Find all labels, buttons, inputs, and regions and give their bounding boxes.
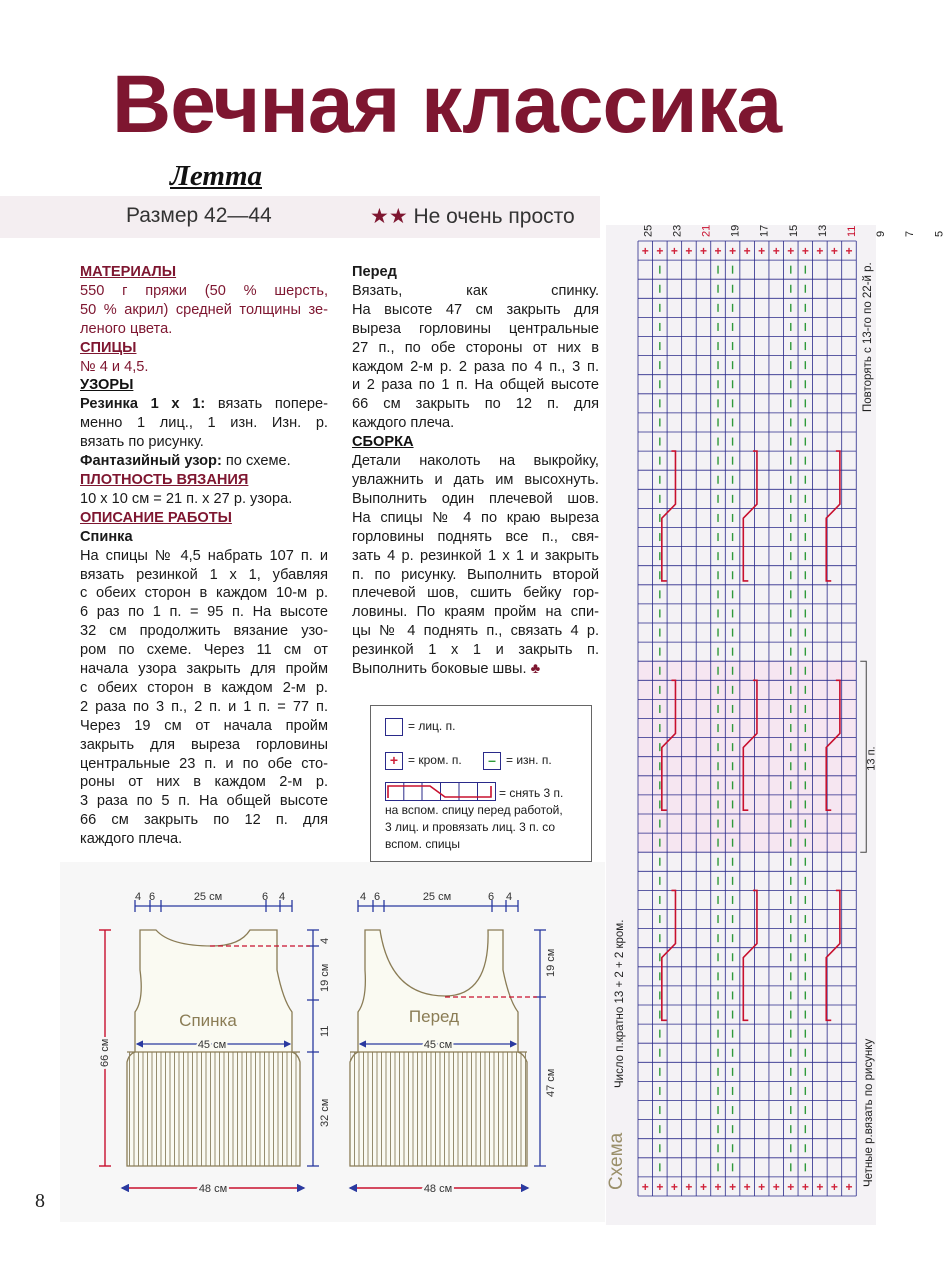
edge-stitch-mark: +	[816, 1179, 824, 1194]
front-text	[352, 282, 599, 433]
back-text	[80, 547, 328, 850]
edge-stitch-mark: +	[714, 1179, 722, 1194]
text-line: резинкой 1 х 1 и закрыть п.	[352, 642, 599, 659]
front-label: Перед	[408, 1007, 460, 1026]
measure-text: 25 см	[422, 891, 452, 903]
edge-stitch-mark: +	[845, 1179, 853, 1194]
edge-stitch-mark: +	[685, 1179, 693, 1194]
legend-purl-text: = изн. п.	[506, 753, 552, 768]
text-line: Через 19 см от начала пройм	[80, 717, 328, 734]
text-line: с обеих сторон в каждом 2-м р.	[80, 679, 328, 696]
back-heading: Спинка	[80, 528, 133, 545]
needles-heading: СПИЦЫ	[80, 339, 137, 356]
text-line: Вязать, как спинку.	[352, 282, 599, 299]
edge-stitch-mark: +	[845, 244, 853, 259]
rib-line	[80, 395, 328, 414]
text-line: На спицы № 4,5 набрать 107 п. и	[80, 547, 328, 564]
text-line: и 2 раза по 1 п. На общей высоте	[352, 377, 599, 394]
assembly-text	[352, 452, 599, 679]
materials-line: 550 г пряжи (50 % шерсть,	[80, 282, 328, 299]
edge-stitch-mark: +	[787, 244, 795, 259]
text-line: каждом 2-м р. 2 раза по 4 п., 3 п.	[352, 358, 599, 375]
garment-schematics	[60, 862, 605, 1222]
measure-text: 6	[262, 891, 269, 903]
text-line: зать 4 р. резинкой 1 х 1 и закрыть	[352, 547, 599, 564]
text-line: каждого плеча.	[352, 415, 455, 432]
text-line: Детали наколоть на выкройку,	[352, 453, 599, 470]
description-heading: ОПИСАНИЕ РАБОТЫ	[80, 509, 232, 526]
gauge-text: 10 х 10 см = 21 п. х 27 р. узора.	[80, 490, 293, 507]
back-right-text: 11	[319, 1025, 331, 1037]
edge-stitch-mark: +	[743, 1179, 751, 1194]
edge-stitch-mark: +	[670, 1179, 678, 1194]
text-line: увлажнить и дать им высохнуть.	[352, 471, 599, 488]
difficulty-stars-icon: ★★	[370, 205, 408, 228]
edge-stitch-mark: +	[830, 1179, 838, 1194]
measure-text: 6	[374, 891, 381, 903]
text-line: плечевой шов, сшить бейку гор-	[352, 585, 599, 602]
text-line: 32 см продолжить вязание узо-	[80, 623, 328, 640]
materials-line: леного цвета.	[80, 320, 173, 337]
materials-heading: МАТЕРИАЛЫ	[80, 264, 177, 280]
purl-dash-icon: –	[483, 752, 501, 770]
edge-stitch-mark: +	[758, 244, 766, 259]
text-line: 27 п., по обе стороны от них в	[352, 339, 599, 356]
front-chest-measure: 45 см	[423, 1039, 453, 1051]
instructions-column-2	[352, 263, 599, 679]
text-line: Выполнить боковые швы. ♣	[352, 661, 541, 678]
measure-text: 4	[360, 891, 367, 903]
edge-plus-icon: +	[385, 752, 403, 770]
edge-stitch-mark: +	[801, 1179, 809, 1194]
column-number: 19	[729, 224, 742, 237]
column-number: 21	[700, 224, 713, 237]
edge-stitch-mark: +	[772, 1179, 780, 1194]
text-line: п. по рисунку. Выполнить второй	[352, 566, 599, 583]
text-line: закрыть для выреза горловины	[80, 736, 328, 753]
even-rows-note: Четные р.вязать по рисунку	[863, 1038, 875, 1187]
text-line: центральные 23 п. и по обе сто-	[80, 755, 328, 772]
edge-stitch-mark: +	[816, 244, 824, 259]
edge-stitch-mark: +	[772, 244, 780, 259]
text-line: с обеих сторон в каждом 10-м р.	[80, 585, 328, 602]
measure-text: 25 см	[193, 891, 223, 903]
edge-stitch-mark: +	[801, 244, 809, 259]
column-number: 23	[671, 224, 684, 237]
edge-stitch-mark: +	[830, 244, 838, 259]
page-title: Вечная классика	[112, 59, 782, 150]
front-bottom-measure: 48 см	[423, 1183, 453, 1195]
column-number: 17	[758, 224, 771, 237]
text-line: На спицы № 4 по краю выреза	[352, 509, 599, 526]
text-line: вязать резинкой 1 х 1, убавляя	[80, 566, 328, 583]
measure-text: 6	[488, 891, 495, 903]
text-line: 3 раза по 5 п. На общей высоте	[80, 793, 328, 810]
stitch-count-note: Число п.кратно 13 + 2 + 2 кром.	[614, 919, 626, 1088]
edge-stitch-mark: +	[729, 1179, 737, 1194]
knit-square-icon	[385, 718, 403, 736]
fancy-label: Фантазийный узор:	[80, 453, 222, 470]
text-line: 66 см закрыть по 12 п. для	[352, 396, 599, 413]
column-number: 7	[904, 230, 917, 237]
legend-edge	[385, 752, 462, 770]
rib-line: менно 1 лиц., 1 изн. Изн. р.	[80, 415, 328, 432]
column-number: 25	[642, 224, 655, 237]
instructions-column-1	[80, 263, 328, 849]
text-line: горловины поднять все п., свя-	[352, 528, 599, 545]
back-right-measure	[307, 930, 319, 1166]
edge-stitch-mark: +	[656, 1179, 664, 1194]
author-name: Летта	[170, 160, 262, 192]
measure-text: 4	[135, 891, 142, 903]
back-label: Спинка	[179, 1011, 237, 1030]
repeat-width-label: 13 п.	[865, 746, 878, 771]
gauge-heading: ПЛОТНОСТЬ ВЯЗАНИЯ	[80, 471, 249, 488]
column-number: 13	[816, 224, 829, 237]
column-number: 9	[875, 230, 888, 237]
text-line: ром по схеме. Через 11 см от	[80, 642, 328, 659]
legend-edge-text: = кром. п.	[408, 753, 462, 768]
column-number: 11	[845, 225, 858, 237]
legend-box	[370, 705, 592, 862]
text-line: выреза горловины центральные	[352, 320, 599, 337]
measure-text: 4	[506, 891, 513, 903]
fancy-line	[80, 452, 328, 471]
edge-stitch-mark: +	[758, 1179, 766, 1194]
text-line: Выполнить один плечевой шов.	[352, 490, 599, 507]
edge-stitch-mark: +	[699, 244, 707, 259]
repeat-rows-note: Повторять с 13-го по 22-й р.	[862, 262, 874, 412]
back-right-text: 19 см	[319, 963, 331, 992]
materials-line: 50 % акрил) средней толщины зе-	[80, 301, 328, 318]
knitting-chart	[606, 215, 945, 1227]
end-mark-icon: ♣	[526, 661, 541, 678]
legend-knit	[385, 718, 455, 736]
text-line: ловины. По краям пройм на спи-	[352, 604, 599, 621]
text-line: начала узора закрыть для пройм	[80, 661, 328, 678]
column-number: 15	[787, 224, 800, 237]
front-right-text: 19 см	[545, 948, 557, 977]
fancy-text: по схеме.	[221, 453, 291, 470]
needles-text: № 4 и 4,5.	[80, 358, 149, 375]
difficulty-text: Не очень просто	[413, 205, 575, 228]
edge-stitch-mark: +	[656, 244, 664, 259]
edge-stitch-mark: +	[670, 244, 678, 259]
legend-cable-line: на вспом. спицу перед работой,	[385, 803, 563, 817]
text-line: 66 см закрыть по 12 п. для	[80, 812, 328, 829]
measure-text: 4	[279, 891, 286, 903]
column-number: 5	[933, 230, 945, 237]
edge-stitch-mark: +	[714, 244, 722, 259]
text-line: цы № 4 поднять п., связать 4 р.	[352, 623, 599, 640]
total-height-measure: 66 см	[99, 1038, 111, 1067]
back-right-text: 32 см	[319, 1098, 331, 1127]
edge-stitch-mark: +	[743, 244, 751, 259]
assembly-heading: СБОРКА	[352, 434, 414, 451]
back-right-text: 4	[319, 937, 331, 944]
cable-symbol-icon	[385, 782, 497, 802]
edge-stitch-mark: +	[641, 244, 649, 259]
edge-stitch-mark: +	[787, 1179, 795, 1194]
legend-knit-text: = лиц. п.	[408, 719, 456, 734]
measure-text: 6	[149, 891, 156, 903]
front-right-text: 47 см	[545, 1068, 557, 1097]
legend-cable-line: вспом. спицы	[385, 837, 461, 851]
rib-line: вязать по рисунку.	[80, 434, 204, 451]
patterns-heading: УЗОРЫ	[80, 377, 134, 394]
text-line: 6 раз по 1 п. = 95 п. На высоте	[80, 604, 328, 621]
front-heading: Перед	[352, 264, 397, 280]
edge-stitch-mark: +	[729, 244, 737, 259]
rib-label: Резинка 1 х 1:	[80, 396, 206, 413]
legend-cable-line: 3 лиц. и провязать лиц. 3 п. со	[385, 820, 556, 834]
chart-label: Схема	[606, 1132, 627, 1190]
rib-text: вязать попере-	[205, 396, 328, 413]
text-line: роны от них в каждом 2-м р.	[80, 774, 328, 791]
legend-purl	[483, 752, 552, 770]
difficulty-label	[370, 204, 575, 229]
page-number: 8	[35, 1190, 45, 1212]
size-label: Размер 42—44	[126, 204, 272, 227]
legend-cable-line: = снять 3 п.	[499, 786, 564, 800]
edge-stitch-mark: +	[699, 1179, 707, 1194]
edge-stitch-mark: +	[641, 1179, 649, 1194]
text-line: каждого плеча.	[80, 831, 183, 848]
text-line: 2 раза по 3 п., 2 п. и 1 п. = 77 п.	[80, 698, 328, 715]
back-chest-measure: 45 см	[197, 1039, 227, 1051]
text-line: На высоте 47 см закрыть для	[352, 301, 599, 318]
edge-stitch-mark: +	[685, 244, 693, 259]
back-bottom-measure: 48 см	[198, 1183, 228, 1195]
